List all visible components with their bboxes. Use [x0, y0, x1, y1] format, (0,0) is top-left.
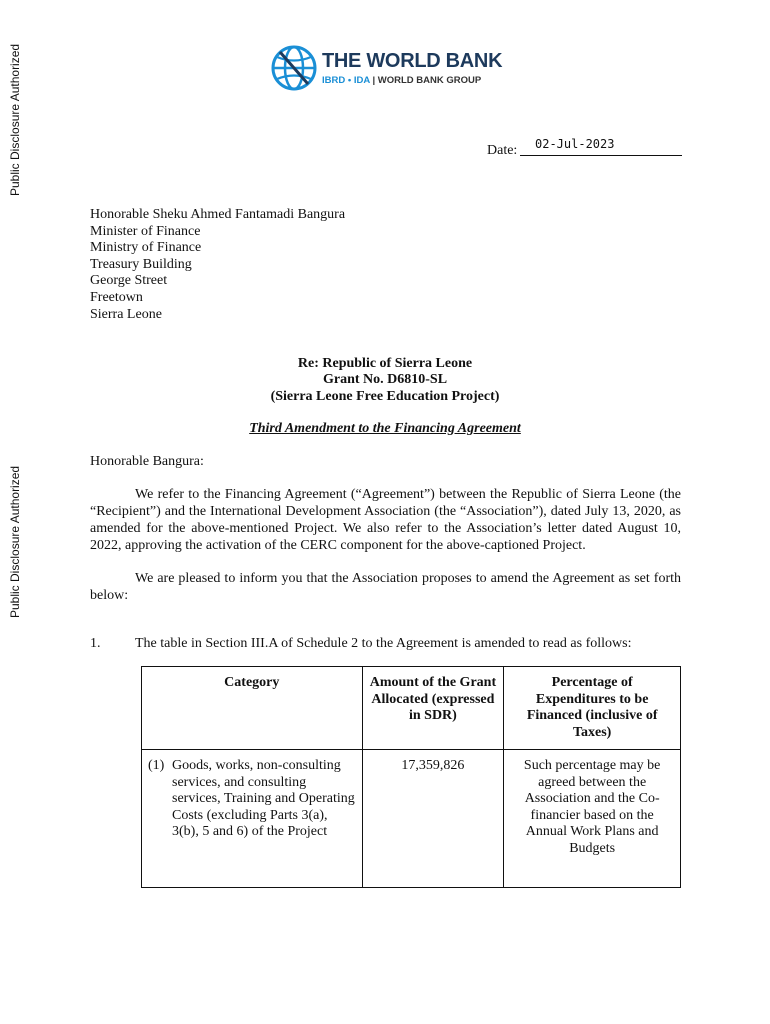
- table-row: [142, 750, 681, 888]
- paragraph-reference: We refer to the Financing Agreement (“Agreement”) between the Republic of Sierra Leone (the “Recipient”) and the International Development Association (the “Association”), dated July 13, 2020, as amended for the above-mentioned Project. We also refer to the Association’s letter dated August 10, 2022, approving the activation of the CERC component for the above-captioned Project.: [90, 487, 681, 553]
- paragraph-proposal: We are pleased to inform you that the Association proposes to amend the Agreement as set forth below:: [90, 571, 681, 603]
- side-stamp-top: Public Disclosure Authorized: [8, 43, 22, 196]
- header-amount: Amount of the Grant Allocated (expressed in SDR): [362, 667, 504, 750]
- handwritten-date: 02-Jul-2023: [535, 137, 615, 151]
- side-stamp-middle: Public Disclosure Authorized: [8, 465, 22, 618]
- item-text: The table in Section III.A of Schedule 2 to the Agreement is amended to read as follows:: [135, 636, 632, 651]
- header-category: Category: [142, 667, 363, 750]
- date-label: Date:: [487, 143, 518, 158]
- address-line: Honorable Sheku Ahmed Fantamadi Bangura: [90, 207, 346, 222]
- address-line: Minister of Finance: [90, 223, 201, 239]
- header-percentage: Percentage of Expenditures to be Financed (inclusive of Taxes): [504, 667, 681, 750]
- category-number: (1): [148, 758, 165, 773]
- address-line: George Street: [90, 273, 168, 289]
- allocation-table: [141, 666, 681, 888]
- logo-subtitle: IBRD • IDA | WORLD BANK GROUP: [322, 75, 482, 86]
- addressee-block: [90, 207, 345, 323]
- address-line: Ministry of Finance: [90, 240, 202, 256]
- subject-line: Grant No. D6810-SL: [322, 372, 448, 388]
- table-header-row: [142, 667, 681, 750]
- address-line: Treasury Building: [90, 256, 192, 272]
- address-line: Sierra Leone: [90, 306, 162, 322]
- address-line: Freetown: [90, 289, 143, 305]
- world-bank-logo: [270, 44, 510, 94]
- item-number: 1.: [90, 636, 101, 651]
- category-text: Goods, works, non-consulting services, and consulting services, Training and Operating Costs (excluding Parts 3(a), 3(b), 5 and 6) of the Project: [172, 758, 355, 839]
- salutation: Honorable Bangura:: [90, 454, 204, 469]
- subject-line: Re: Republic of Sierra Leone: [297, 356, 473, 371]
- cell-percentage: Such percentage may be agreed between the Association and the Co-financier based on the Annual Work Plans and Budgets: [504, 750, 681, 888]
- subject-block: [90, 356, 680, 405]
- amendment-title: Third Amendment to the Financing Agreement: [249, 421, 521, 436]
- logo-title: THE WORLD BANK: [322, 50, 503, 72]
- globe-icon: [270, 44, 318, 92]
- cell-category: [142, 750, 363, 888]
- subject-line: (Sierra Leone Free Education Project): [270, 388, 500, 404]
- cell-amount: 17,359,826: [362, 750, 504, 888]
- date-line: [487, 143, 682, 159]
